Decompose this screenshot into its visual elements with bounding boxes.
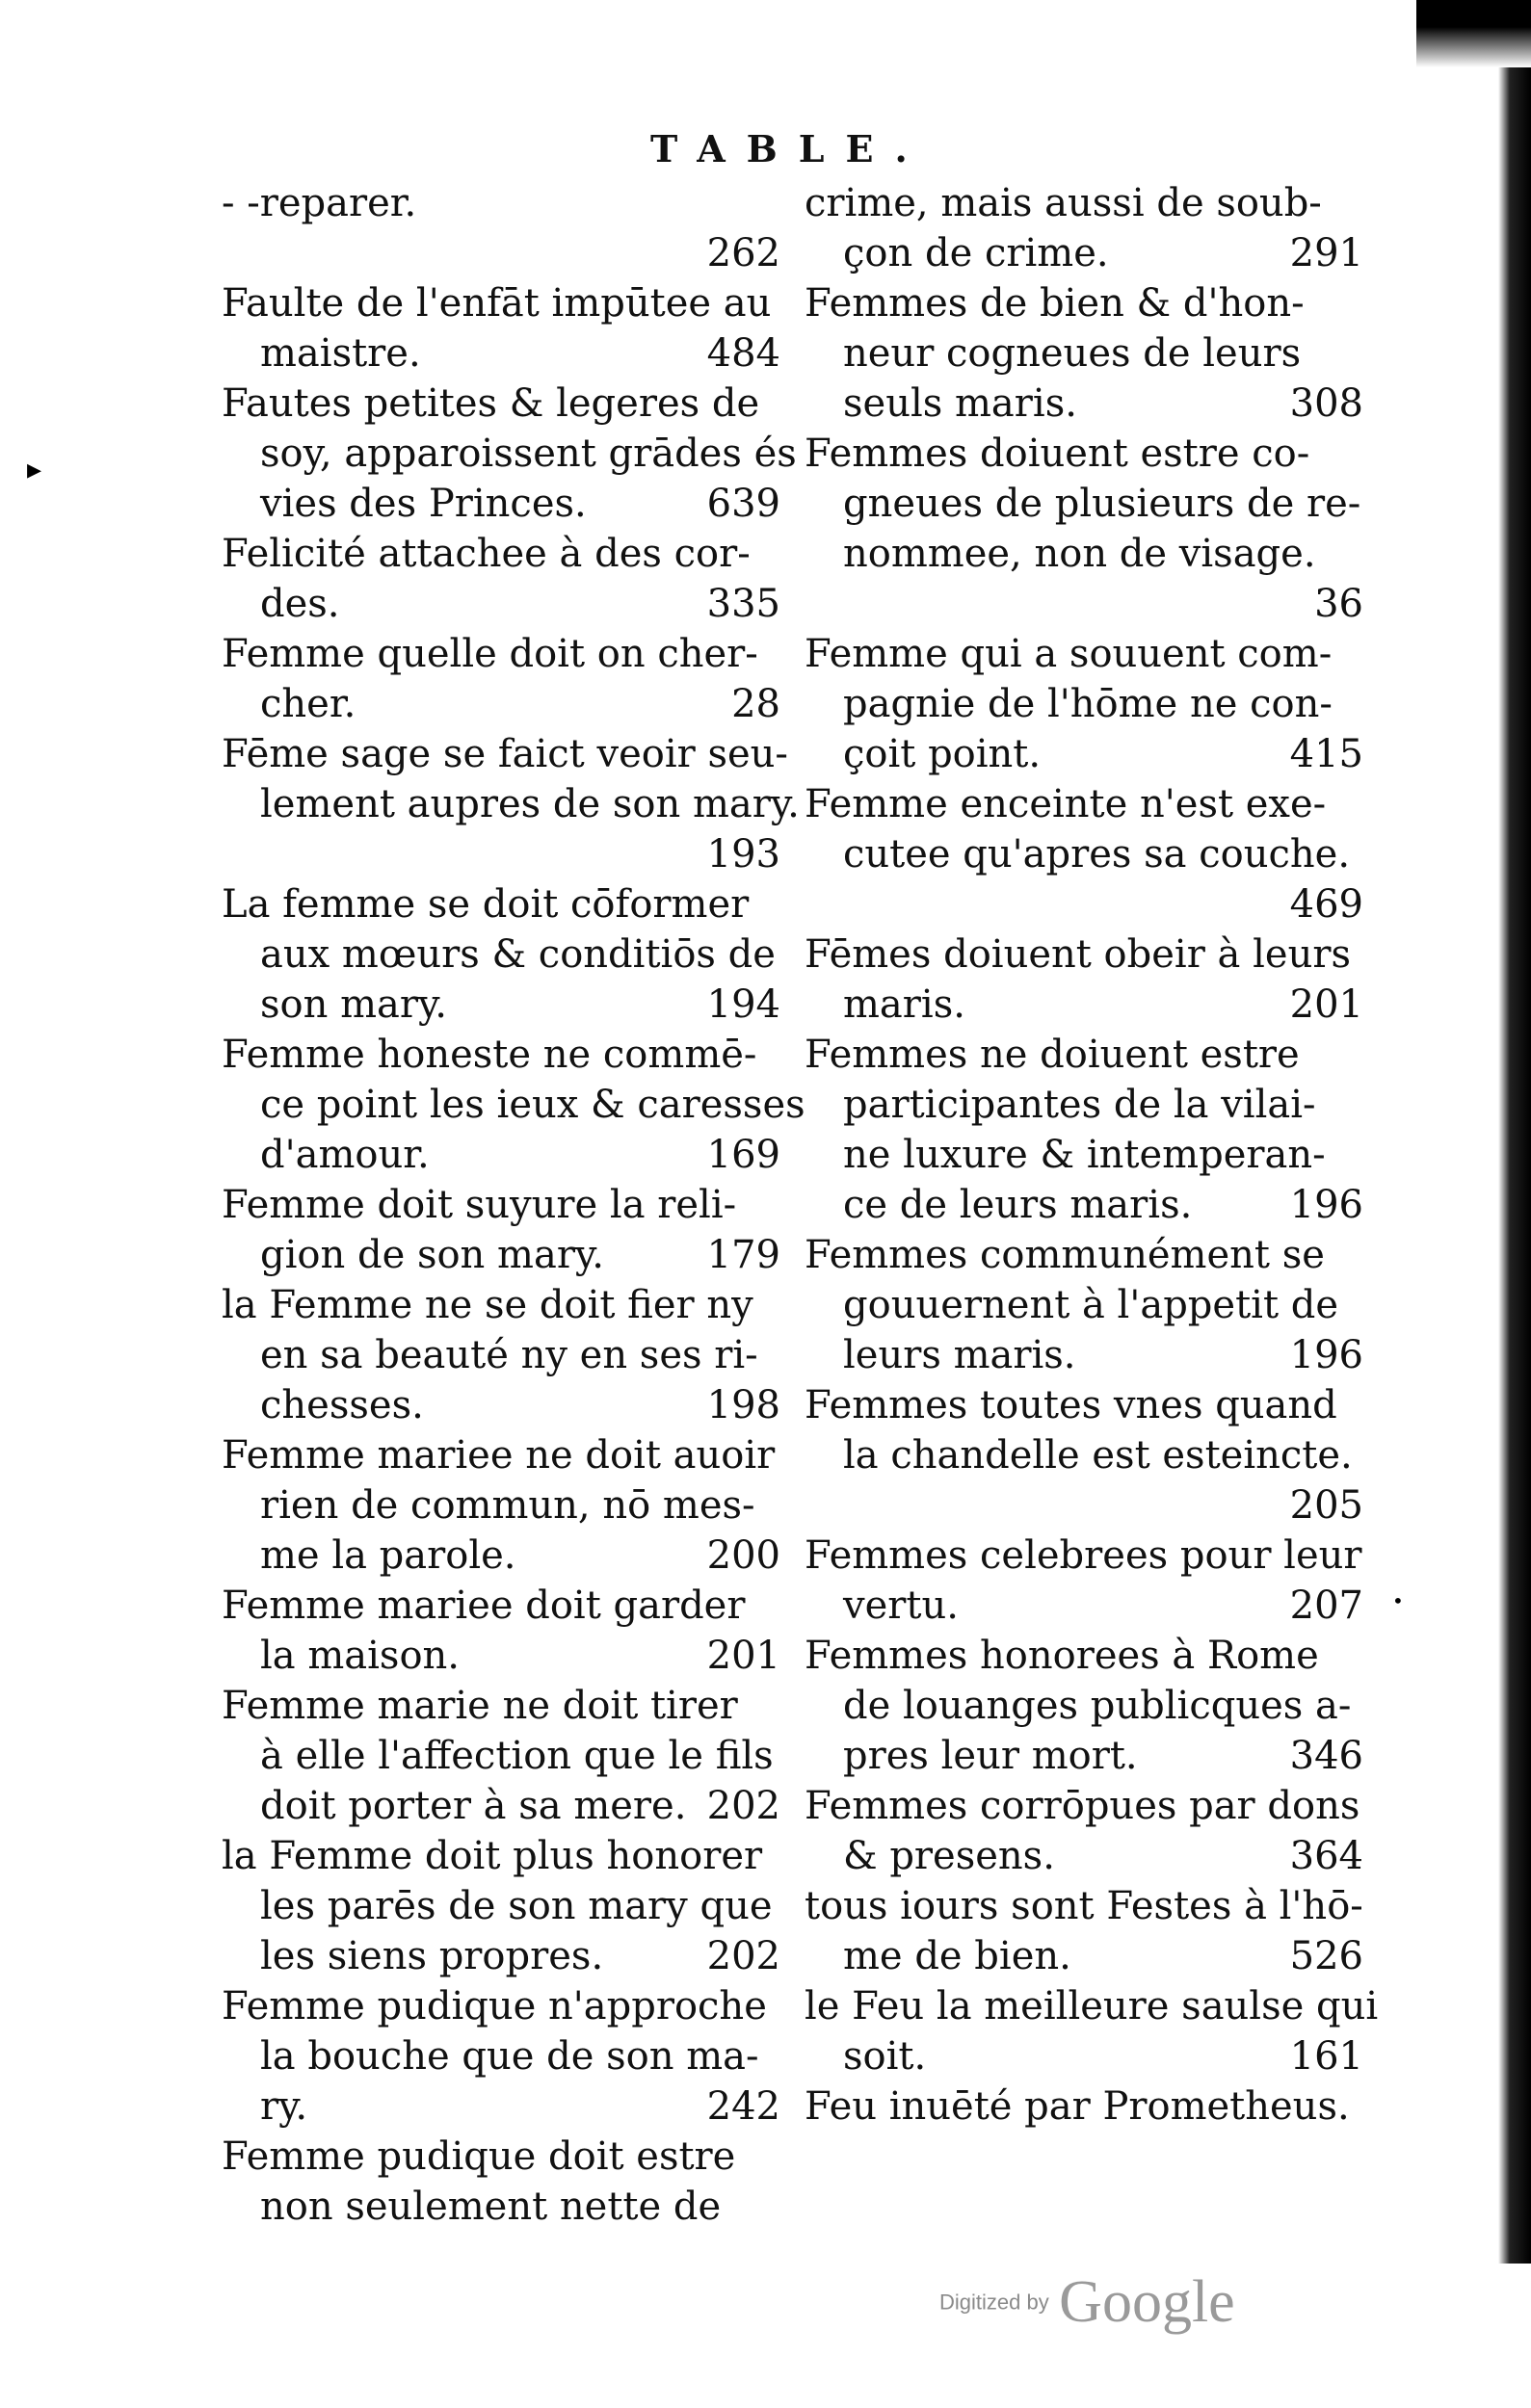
- margin-dot: •: [1392, 1589, 1404, 1612]
- entry-line: [222, 1030, 780, 1080]
- entry-line: [805, 1030, 1363, 1080]
- index-entry: [222, 1681, 780, 1831]
- entry-line: [222, 2132, 780, 2182]
- entry-text: cutee qu'apres sa couche.: [843, 832, 1351, 877]
- entry-line: [805, 1430, 1363, 1480]
- entry-text: de louanges publicques a-: [843, 1684, 1352, 1728]
- entry-line: [805, 779, 1363, 829]
- entry-text: Femmes toutes vnes quand: [805, 1383, 1337, 1427]
- entry-text: Femmes communément se: [805, 1233, 1325, 1277]
- entry-line: [222, 1781, 780, 1831]
- entry-text: me de bien.: [843, 1934, 1071, 1978]
- entry-text: la chandelle est esteincte.: [843, 1433, 1353, 1478]
- entry-line: [222, 929, 780, 980]
- entry-text: soy, apparoissent grādes és: [260, 432, 797, 476]
- entry-text: Femme doit suyure la reli-: [222, 1183, 737, 1227]
- entry-line: [805, 1681, 1363, 1731]
- entry-text: Fēme sage se faict veoir seu-: [222, 732, 788, 776]
- index-entry: [222, 1280, 780, 1430]
- page-reference: 196: [1289, 1183, 1363, 1227]
- entry-line: [222, 1881, 780, 1931]
- entry-line: [222, 579, 780, 629]
- entry-text: la maison.: [260, 1634, 461, 1678]
- entry-line: [222, 2182, 780, 2232]
- entry-text: nommee, non de visage.: [843, 532, 1316, 576]
- entry-text: Faulte de l'enfāt impūtee au: [222, 281, 772, 326]
- entry-text: Femmes ne doiuent estre: [805, 1033, 1300, 1077]
- entry-line: [222, 1180, 780, 1230]
- entry-line: [222, 379, 780, 429]
- entry-text: Fautes petites & legeres de: [222, 381, 760, 426]
- entry-text: çon de crime.: [843, 231, 1109, 275]
- entry-line: [222, 729, 788, 779]
- index-column-right: [805, 178, 1379, 2132]
- entry-line: [805, 379, 1363, 429]
- entry-line: [805, 2081, 1363, 2132]
- page-reference: 28: [731, 682, 780, 726]
- page-reference: 202: [706, 1934, 780, 1978]
- page-reference: 484: [706, 331, 780, 376]
- index-entry: [805, 629, 1363, 779]
- entry-line: [222, 629, 780, 679]
- entry-line: [805, 1230, 1363, 1280]
- entry-text: ne luxure & intemperan-: [843, 1133, 1326, 1177]
- page-reference: 262: [706, 231, 780, 275]
- page-reference: 469: [1289, 882, 1363, 927]
- digitized-by-text: Digitized by: [939, 2290, 1049, 2315]
- entry-line: [222, 829, 780, 879]
- index-entry: [222, 529, 780, 629]
- entry-line: [805, 479, 1363, 529]
- entry-line: [805, 1581, 1363, 1631]
- digitization-watermark: [939, 2268, 1235, 2337]
- page-corner-shadow: [1416, 0, 1531, 67]
- entry-line: [222, 1731, 780, 1781]
- entry-line: [805, 1080, 1363, 1130]
- entry-line: [222, 779, 800, 829]
- page-edge-shadow: [1498, 0, 1531, 2264]
- page-reference: 36: [1314, 582, 1363, 626]
- index-entry: [805, 178, 1363, 278]
- entry-text: lement aupres de son mary.: [260, 782, 800, 826]
- entry-line: [805, 529, 1363, 579]
- entry-line: [222, 1130, 780, 1180]
- entry-text: gion de son mary.: [260, 1233, 604, 1277]
- entry-line: [805, 2031, 1363, 2081]
- entry-text: Femmes corrōpues par dons: [805, 1784, 1360, 1828]
- entry-line: [222, 1280, 780, 1330]
- entry-text: participantes de la vilai-: [843, 1083, 1316, 1127]
- page-reference: 335: [706, 582, 780, 626]
- entry-text: Felicité attachee à des cor-: [222, 532, 751, 576]
- page-reference: 169: [706, 1133, 780, 1177]
- entry-text: la bouche que de son ma-: [260, 2034, 759, 2079]
- entry-text: Feu inuēté par Prometheus.: [805, 2084, 1350, 2129]
- entry-line: [222, 2081, 780, 2132]
- index-entry: [805, 278, 1363, 429]
- entry-text: le Feu la meilleure saulse qui: [805, 1984, 1379, 2028]
- entry-line: [222, 529, 780, 579]
- google-logo-text: Google: [1059, 2269, 1235, 2335]
- entry-line: [222, 228, 780, 278]
- entry-line: [805, 980, 1363, 1030]
- entry-text: seuls maris.: [843, 381, 1077, 426]
- margin-mark: ▸: [27, 453, 42, 486]
- page-reference: 526: [1289, 1934, 1363, 1978]
- entry-line: [805, 1330, 1363, 1380]
- index-entry: [222, 178, 780, 278]
- entry-line: [805, 1831, 1363, 1881]
- index-entry: [222, 1981, 780, 2132]
- entry-line: [222, 1831, 780, 1881]
- index-entry: [805, 429, 1363, 629]
- index-entry: [805, 1631, 1363, 1781]
- entry-line: [222, 1581, 780, 1631]
- entry-text: Femme pudique doit estre: [222, 2134, 736, 2179]
- entry-line: [805, 1631, 1363, 1681]
- entry-line: [222, 1531, 780, 1581]
- entry-text: Femme marie ne doit tirer: [222, 1684, 738, 1728]
- entry-text: des.: [260, 582, 340, 626]
- index-column-left: [222, 178, 805, 2232]
- entry-line: [805, 629, 1363, 679]
- entry-text: vies des Princes.: [260, 482, 587, 526]
- entry-text: gneues de plusieurs de re-: [843, 482, 1361, 526]
- entry-text: çoit point.: [843, 732, 1042, 776]
- entry-line: [222, 1080, 805, 1130]
- entry-line: [222, 1480, 780, 1531]
- entry-line: [222, 980, 780, 1030]
- entry-text: aux mœurs & conditiōs de: [260, 932, 776, 977]
- index-entry: [222, 1430, 780, 1581]
- entry-text: d'amour.: [260, 1133, 430, 1177]
- entry-text: neur cogneues de leurs: [843, 331, 1302, 376]
- entry-text: - -reparer.: [222, 181, 417, 225]
- entry-text: pres leur mort.: [843, 1734, 1138, 1778]
- index-entry: [222, 729, 800, 879]
- entry-line: [805, 1931, 1363, 1981]
- entry-text: crime, mais aussi de soub-: [805, 181, 1322, 225]
- entry-text: Femmes doiuent estre co-: [805, 432, 1310, 476]
- page-reference: 161: [1289, 2034, 1363, 2079]
- entry-line: [805, 1380, 1363, 1430]
- entry-line: [222, 1631, 780, 1681]
- entry-text: maris.: [843, 982, 965, 1027]
- entry-line: [222, 178, 780, 228]
- entry-line: [222, 2031, 780, 2081]
- page-reference: 198: [706, 1383, 780, 1427]
- entry-line: [805, 1981, 1379, 2031]
- entry-line: [805, 1781, 1363, 1831]
- index-entry: [222, 879, 780, 1030]
- page-reference: 179: [706, 1233, 780, 1277]
- entry-line: [805, 1881, 1363, 1931]
- entry-text: les parēs de son mary que: [260, 1884, 773, 1928]
- page-reference: 291: [1289, 231, 1363, 275]
- entry-text: cher.: [260, 682, 356, 726]
- index-entry: [805, 779, 1363, 929]
- entry-line: [805, 328, 1363, 379]
- entry-line: [805, 1731, 1363, 1781]
- entry-text: en sa beauté ny en ses ri-: [260, 1333, 758, 1377]
- entry-line: [805, 579, 1363, 629]
- entry-text: la Femme doit plus honorer: [222, 1834, 763, 1878]
- entry-line: [805, 1180, 1363, 1230]
- entry-line: [222, 1681, 780, 1731]
- entry-text: me la parole.: [260, 1533, 516, 1578]
- entry-text: Femme qui a souuent com-: [805, 632, 1333, 676]
- entry-line: [222, 278, 780, 328]
- entry-line: [222, 328, 780, 379]
- page-reference: 415: [1289, 732, 1363, 776]
- entry-text: maistre.: [260, 331, 421, 376]
- index-entry: [222, 278, 780, 379]
- page-reference: 202: [706, 1784, 780, 1828]
- page-reference: 346: [1289, 1734, 1363, 1778]
- entry-text: ry.: [260, 2084, 308, 2129]
- entry-line: [222, 1230, 780, 1280]
- entry-line: [805, 1280, 1363, 1330]
- index-entry: [805, 1030, 1363, 1230]
- page-reference: 308: [1289, 381, 1363, 426]
- entry-text: & presens.: [843, 1834, 1055, 1878]
- entry-line: [805, 278, 1363, 328]
- entry-line: [222, 479, 780, 529]
- entry-text: chesses.: [260, 1383, 424, 1427]
- page-reference: 200: [706, 1533, 780, 1578]
- entry-text: ce point les ieux & caresses: [260, 1083, 805, 1127]
- entry-line: [805, 228, 1363, 278]
- index-entry: [222, 1581, 780, 1681]
- entry-text: la Femme ne se doit fier ny: [222, 1283, 753, 1327]
- entry-text: son mary.: [260, 982, 447, 1027]
- index-entry: [222, 1180, 780, 1280]
- entry-text: leurs maris.: [843, 1333, 1076, 1377]
- page-reference: 205: [1289, 1483, 1363, 1528]
- page-reference: 242: [706, 2084, 780, 2129]
- index-entry: [805, 1230, 1363, 1380]
- entry-text: Femme mariee doit garder: [222, 1584, 746, 1628]
- page-reference: 201: [706, 1634, 780, 1678]
- entry-text: à elle l'affection que le fils: [260, 1734, 774, 1778]
- entry-text: Femmes celebrees pour leur: [805, 1533, 1362, 1578]
- entry-text: Femme mariee ne doit auoir: [222, 1433, 776, 1478]
- entry-line: [222, 1981, 780, 2031]
- entry-line: [222, 679, 780, 729]
- entry-line: [805, 679, 1363, 729]
- index-entry: [222, 2132, 780, 2232]
- index-entry: [805, 929, 1363, 1030]
- entry-text: pagnie de l'hōme ne con-: [843, 682, 1333, 726]
- index-entry: [222, 379, 797, 529]
- entry-line: [222, 1330, 780, 1380]
- index-entry: [222, 629, 780, 729]
- entry-text: ce de leurs maris.: [843, 1183, 1193, 1227]
- entry-text: les siens propres.: [260, 1934, 604, 1978]
- page-reference: 639: [706, 482, 780, 526]
- entry-text: tous iours sont Festes à l'hō-: [805, 1884, 1363, 1928]
- page-reference: 207: [1289, 1584, 1363, 1628]
- running-header: TABLE.: [650, 127, 929, 170]
- entry-text: Femme pudique n'approche: [222, 1984, 767, 2028]
- entry-text: Femme quelle doit on cher-: [222, 632, 758, 676]
- index-entry: [805, 1380, 1363, 1531]
- index-entry: [805, 1781, 1363, 1881]
- entry-text: gouuernent à l'appetit de: [843, 1283, 1339, 1327]
- entry-line: [222, 1931, 780, 1981]
- entry-text: vertu.: [843, 1584, 959, 1628]
- entry-line: [805, 829, 1363, 879]
- entry-line: [805, 429, 1363, 479]
- page-reference: 201: [1289, 982, 1363, 1027]
- index-entry: [805, 1881, 1363, 1981]
- entry-text: Femme honeste ne commē-: [222, 1033, 757, 1077]
- entry-line: [805, 729, 1363, 779]
- entry-text: Fēmes doiuent obeir à leurs: [805, 932, 1351, 977]
- entry-line: [222, 429, 797, 479]
- entry-line: [805, 879, 1363, 929]
- index-entry: [805, 1981, 1379, 2081]
- page-reference: 196: [1289, 1333, 1363, 1377]
- entry-text: La femme se doit cōformer: [222, 882, 750, 927]
- entry-line: [805, 929, 1363, 980]
- entry-text: soit.: [843, 2034, 927, 2079]
- entry-text: rien de commun, nō mes-: [260, 1483, 755, 1528]
- page-reference: 194: [706, 982, 780, 1027]
- entry-line: [805, 178, 1363, 228]
- entry-line: [805, 1531, 1363, 1581]
- entry-text: Femmes de bien & d'hon-: [805, 281, 1305, 326]
- index-entry: [805, 2081, 1363, 2132]
- entry-line: [222, 1380, 780, 1430]
- index-entry: [805, 1531, 1363, 1631]
- page-reference: 193: [706, 832, 780, 877]
- entry-text: Femme enceinte n'est exe-: [805, 782, 1327, 826]
- page-reference: 364: [1289, 1834, 1363, 1878]
- index-entry: [222, 1831, 780, 1981]
- entry-line: [222, 1430, 780, 1480]
- entry-text: Femmes honorees à Rome: [805, 1634, 1319, 1678]
- entry-text: doit porter à sa mere.: [260, 1784, 687, 1828]
- entry-line: [805, 1480, 1363, 1531]
- entry-text: non seulement nette de: [260, 2185, 722, 2229]
- entry-line: [805, 1130, 1363, 1180]
- entry-line: [222, 879, 780, 929]
- index-entry: [222, 1030, 805, 1180]
